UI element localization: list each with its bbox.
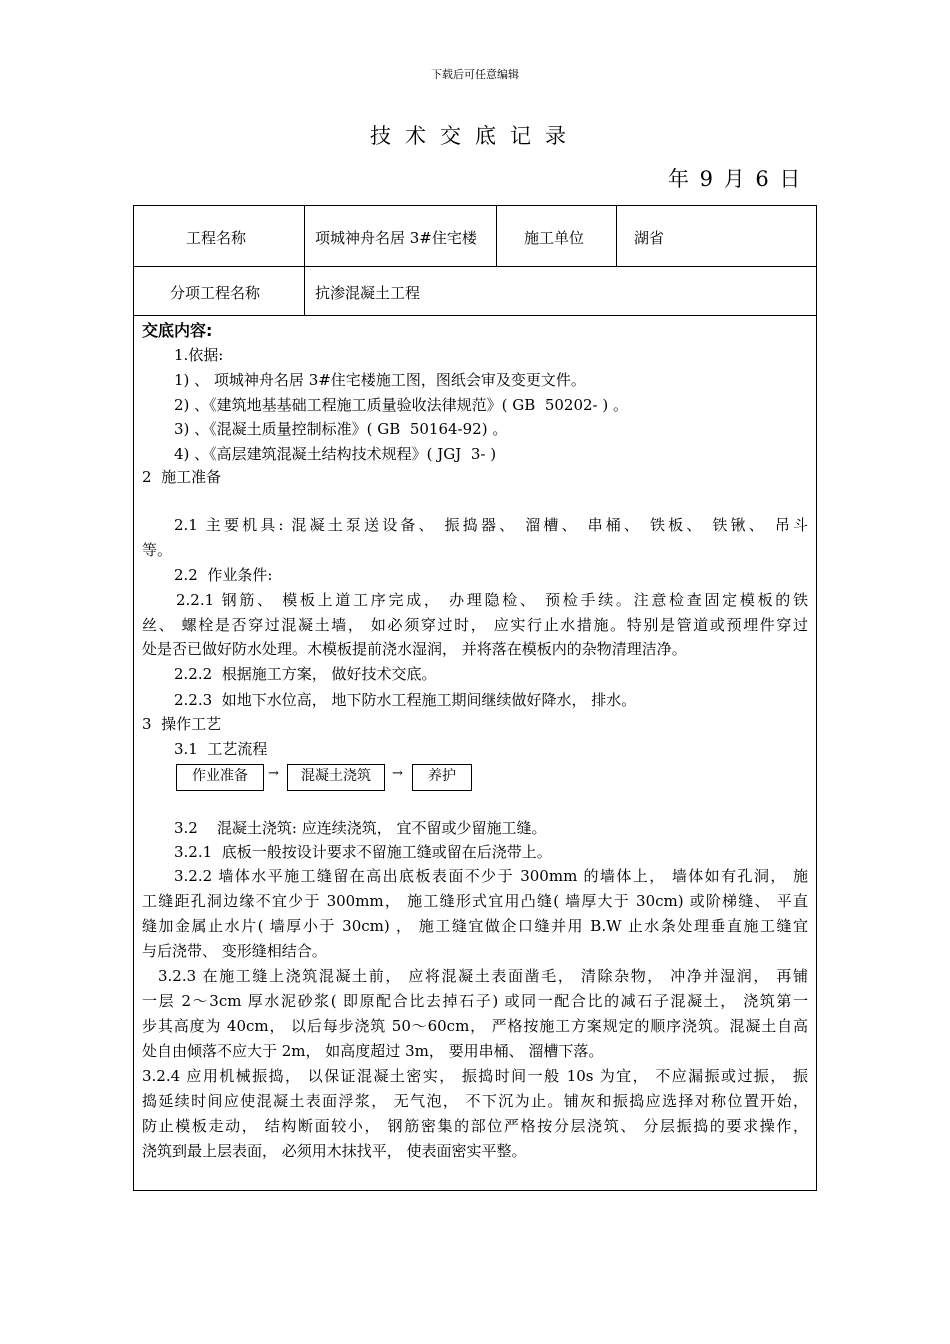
table-divider [304,206,305,315]
table-divider [616,206,617,266]
para-3-2-2-line-2: 工缝距孔洞边缘不宜少于 300mm， 施工缝形式宜用凸缝( 墙厚大于 30cm) 或阶梯缝、 平直 [142,892,808,910]
para-3-2-2-line-3: 缝加金属止水片( 墙厚小于 30cm) ， 施工缝宜做企口缝并用 B.W 止水条处理垂直施工缝宜 [142,917,808,935]
document-title: 技术交底记录 [370,124,580,148]
para-2-1-line-1: 2.1 主要机具: 混凝土泵送设备、 振捣器、 溜槽、 串桶、 铁板、 铁锹、 吊斗 [174,516,808,534]
flow-step-pour: 混凝土浇筑 [287,764,385,791]
project-name-value: 项城神舟名居 3#住宅楼 [315,229,477,247]
para-3-2-4-line-1: 3.2.4 应用机械振捣， 以保证混凝土密实， 振捣时间一般 10s 为宜， 不应漏振或过振， 振 [142,1067,808,1085]
para-3-2-3-line-2: 一层 2～3cm 厚水泥砂浆( 即原配合比去掉石子) 或同一配合比的减石子混凝土， 浇筑第一 [142,992,808,1010]
para-2-2-1-line-3: 处是否已做好防水处理。木模板提前浇水湿润， 并将落在模板内的杂物清理洁净。 [142,640,687,658]
sub-project-value: 抗渗混凝土工程 [315,284,421,302]
para-3-2-3-line-1: 3.2.3 在施工缝上浇筑混凝土前， 应将混凝土表面凿毛， 清除杂物， 冲净并湿润， 再铺 [158,967,808,985]
para-2-2-3: 2.2.3 如地下水位高， 地下防水工程施工期间继续做好降水， 排水。 [174,691,637,709]
basis-item-3: 3) 、《混凝土质量控制标准》( GB 50164-92) 。 [174,420,508,438]
table-divider [134,266,816,267]
para-3-2-4-line-2: 捣延续时间应使混凝土表面浮浆， 无气泡， 不下沉为止。铺灰和振捣应选择对称位置开始， [142,1092,808,1110]
table-divider [496,206,497,266]
basis-item-1: 1) 、 项城神舟名居 3#住宅楼施工图，图纸会审及变更文件。 [174,371,586,389]
header-note: 下载后可任意编辑 [431,68,519,81]
para-2-1-line-2: 等。 [142,541,173,559]
basis-item-4: 4) 、《高层建筑混凝土结构技术规程》( JGJ 3- ) [174,445,497,463]
basis-item-2: 2) 、《建筑地基基础工程施工质量验收法律规范》( GB 50202- ) 。 [174,396,629,414]
section-3-heading: 3 操作工艺 [142,715,222,733]
para-3-1-heading: 3.1 工艺流程 [174,740,268,758]
para-2-2-heading: 2.2 作业条件: [174,566,273,584]
para-3-2-2-line-1: 3.2.2 墙体水平施工缝留在高出底板表面不少于 300mm 的墙体上， 墙体如有孔洞， 施 [174,867,808,885]
para-3-2-3-line-4: 处自由倾落不应大于 2m， 如高度超过 3m， 要用串桶、 溜槽下落。 [142,1042,604,1060]
construction-unit-value: 湖省 [634,229,665,247]
para-3-2-3-line-3: 步其高度为 40cm， 以后每步浇筑 50～60cm， 严格按施工方案规定的顺序浇筑。混凝土自高 [142,1017,808,1035]
document-date: 年 9 月 6 日 [668,167,801,191]
para-3-2-1: 3.2.1 底板一般按设计要求不留施工缝或留在后浇带上。 [174,843,552,861]
flow-arrow-2: → [392,766,403,781]
para-3-2-4-line-4: 浇筑到最上层表面， 必须用木抹找平， 使表面密实平整。 [142,1142,527,1160]
flow-step-cure: 养护 [412,764,472,791]
para-2-2-1-line-2: 丝、 螺栓是否穿过混凝土墙， 如必须穿过时， 应实行止水措施。特别是管道或预埋件穿过 [142,616,808,634]
flow-arrow-1: → [268,766,279,781]
para-3-2-4-line-3: 防止模板走动， 结构断面较小， 钢筋密集的部位严格按分层浇筑、 分层振捣的要求操作， [142,1117,808,1135]
para-3-2-2-line-4: 与后浇带、 变形缝相结合。 [142,942,327,960]
para-3-2: 3.2 混凝土浇筑: 应连续浇筑， 宜不留或少留施工缝。 [174,819,547,837]
para-2-2-2: 2.2.2 根据施工方案， 做好技术交底。 [174,665,437,683]
basis-heading: 1.依据: [174,346,224,364]
para-2-2-1-line-1: 2.2.1 钢筋、 模板上道工序完成， 办理隐检、 预检手续。注意检查固定模板的铁 [176,591,808,609]
construction-unit-label: 施工单位 [524,229,585,247]
project-name-label: 工程名称 [186,229,247,247]
flow-step-prep: 作业准备 [176,764,264,791]
section-2-heading: 2 施工准备 [142,468,222,486]
content-heading: 交底内容: [142,321,213,340]
table-divider [134,315,816,316]
sub-project-label: 分项工程名称 [170,284,261,302]
